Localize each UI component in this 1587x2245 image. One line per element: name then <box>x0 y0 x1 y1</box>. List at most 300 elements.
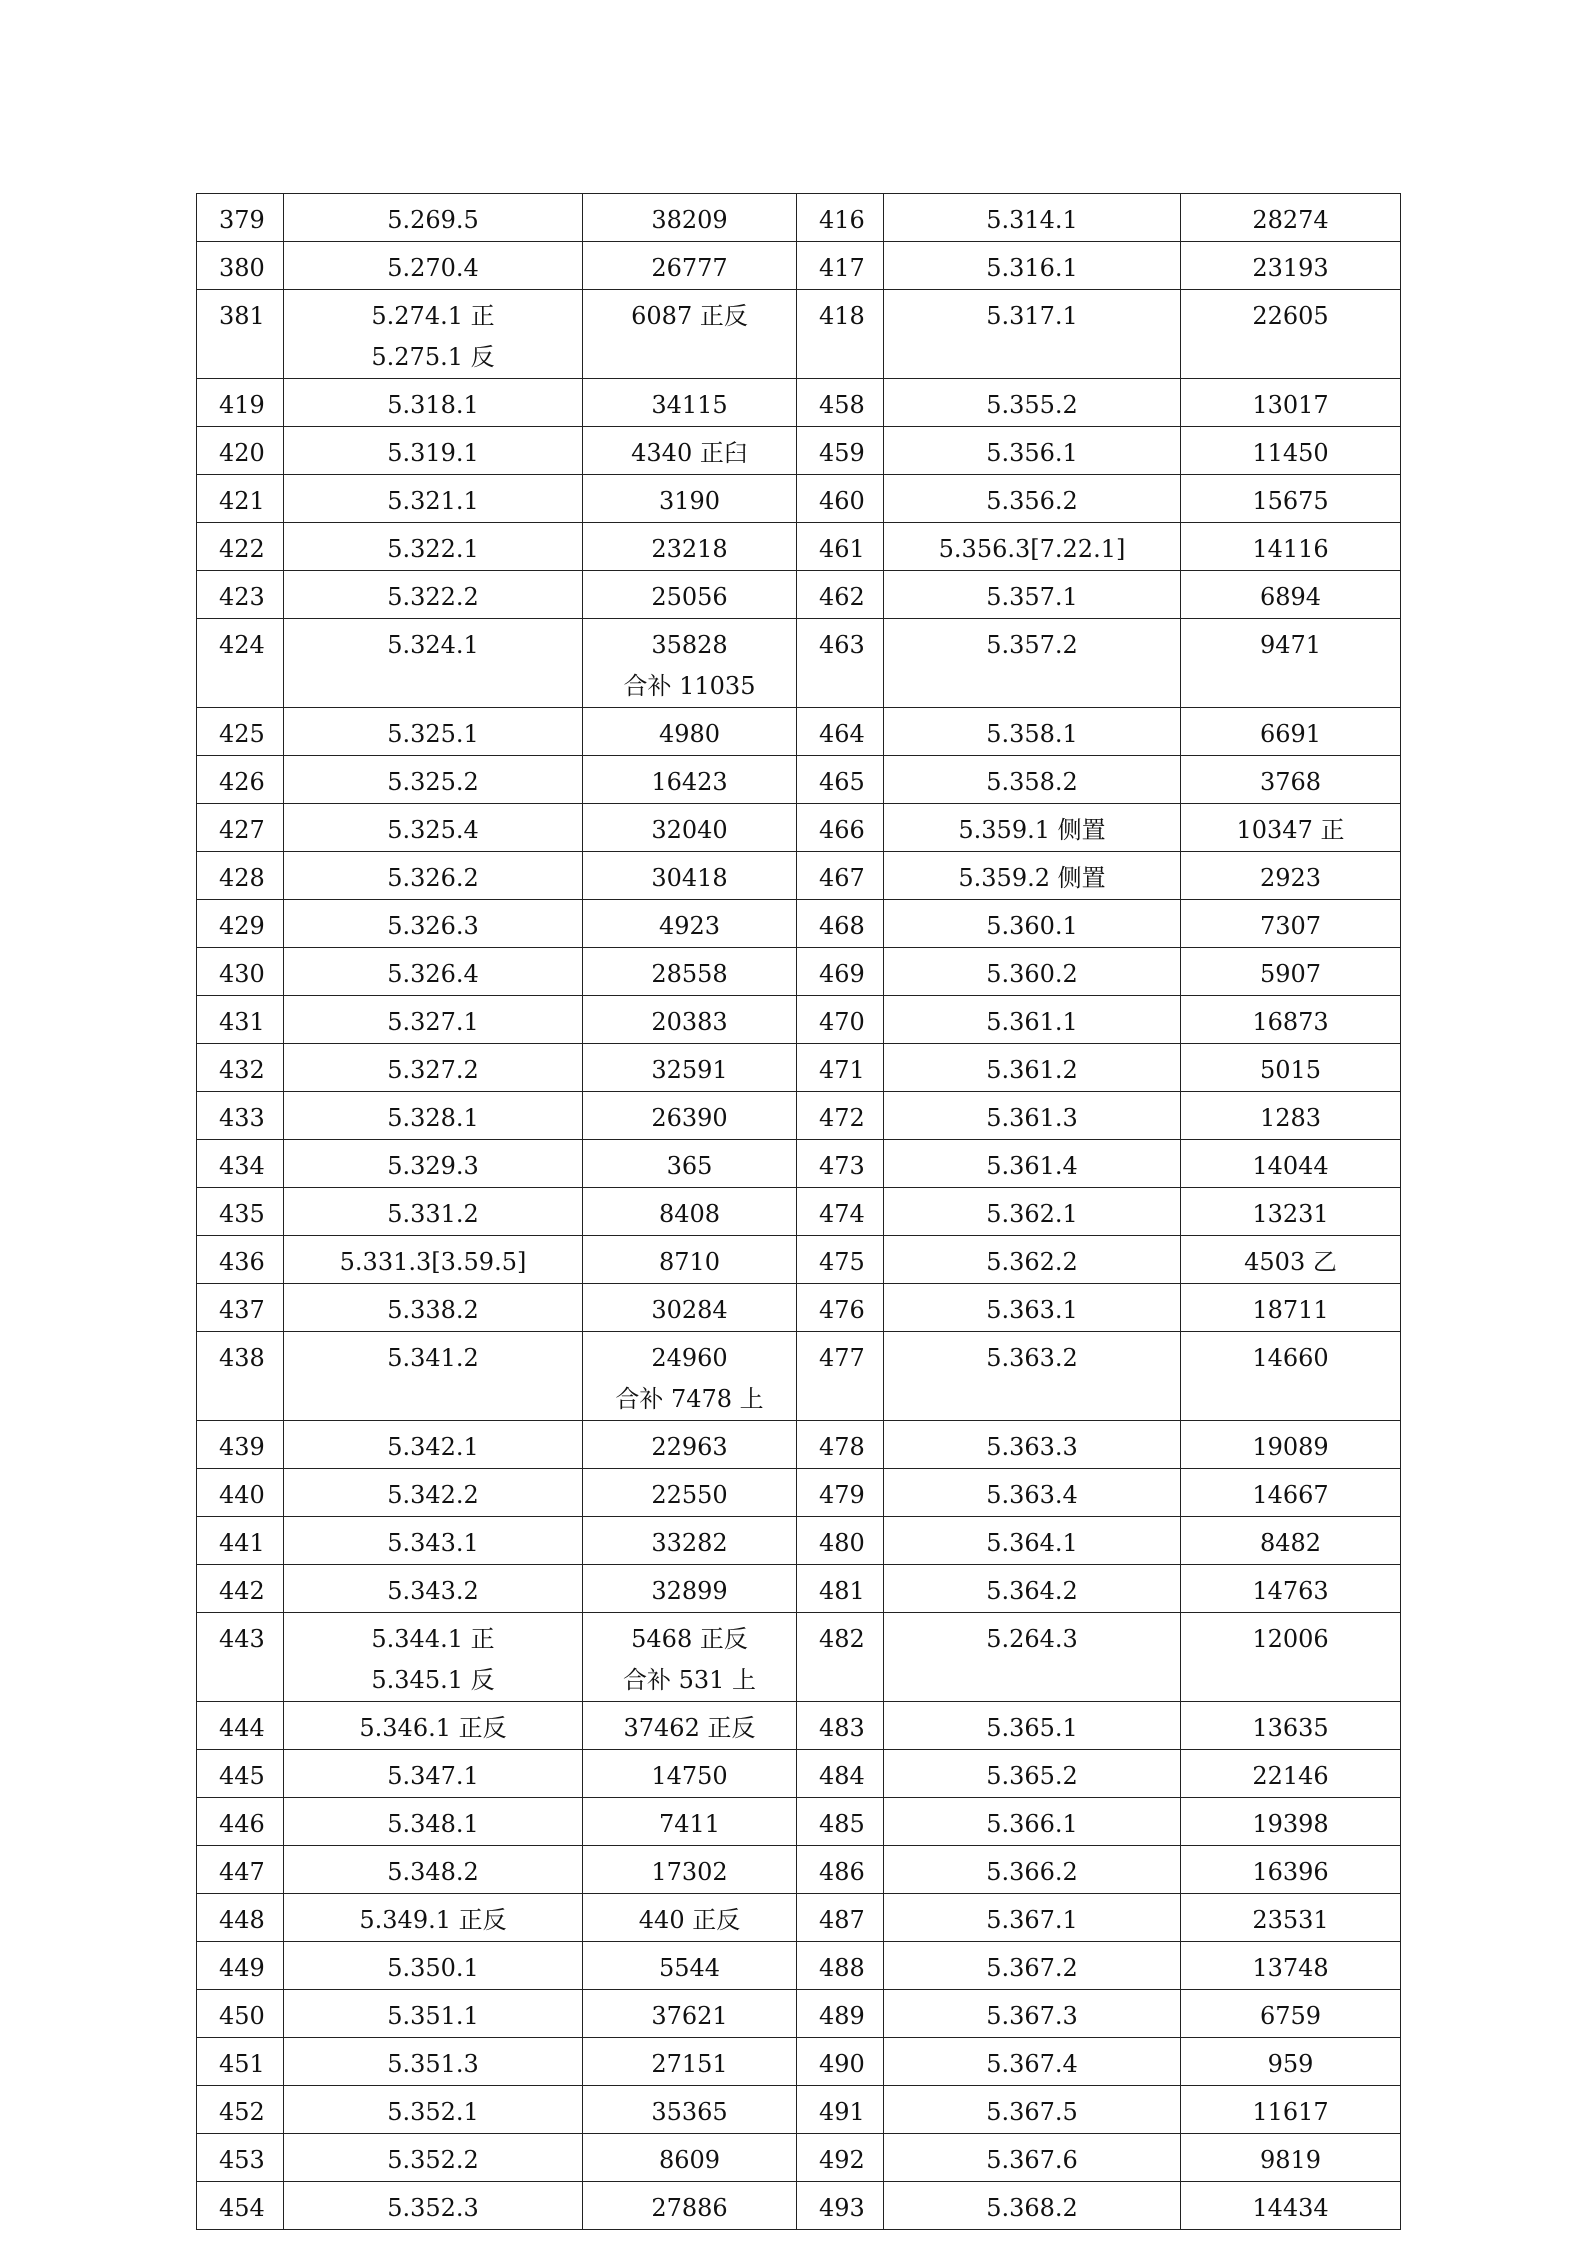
cell-text: 417 <box>819 254 865 282</box>
number-cell <box>1181 619 1401 708</box>
reference-cell <box>884 1469 1181 1517</box>
reference-cell <box>884 948 1181 996</box>
number-cell <box>583 1188 797 1236</box>
cell-text: 5.361.4 <box>986 1152 1078 1180</box>
cell-text: 30284 <box>651 1296 728 1324</box>
table-row <box>197 290 1401 379</box>
cell-text: 37621 <box>651 2002 728 2030</box>
cell-text: 32899 <box>651 1577 728 1605</box>
cell-text: 37462 正反 <box>623 1714 756 1742</box>
cell-text: 5.358.2 <box>986 768 1078 796</box>
index-cell <box>197 2086 284 2134</box>
cell-text: 5.346.1 正反 <box>359 1714 507 1742</box>
table-body <box>197 194 1401 2230</box>
cell-text: 20383 <box>651 1008 728 1036</box>
reference-cell <box>884 2038 1181 2086</box>
cell-text: 464 <box>819 720 865 748</box>
index-cell <box>797 1613 884 1702</box>
cell-text: 5.319.1 <box>387 439 479 467</box>
cell-text: 8609 <box>658 2146 721 2174</box>
reference-cell <box>284 1188 583 1236</box>
cell-text: 5.352.3 <box>387 2194 479 2222</box>
cell-text: 3768 <box>1259 768 1322 796</box>
cell-text: 450 <box>219 2002 265 2030</box>
index-cell <box>797 1846 884 1894</box>
index-cell <box>797 1517 884 1565</box>
table-row <box>197 1613 1401 1702</box>
cell-text: 24960 <box>651 1344 728 1372</box>
cell-text: 5.343.1 <box>387 1529 479 1557</box>
cell-text: 5.355.2 <box>986 391 1078 419</box>
index-cell <box>197 852 284 900</box>
cell-text: 379 <box>219 206 265 234</box>
number-cell <box>583 1332 797 1421</box>
cell-text: 461 <box>819 535 865 563</box>
cell-text: 440 正反 <box>638 1906 741 1934</box>
cell-text: 22146 <box>1252 1762 1329 1790</box>
number-cell <box>1181 756 1401 804</box>
reference-cell <box>284 1613 583 1702</box>
cell-text: 5.322.1 <box>387 535 479 563</box>
table-row <box>197 1332 1401 1421</box>
cell-text: 5.357.2 <box>986 631 1078 659</box>
cell-text: 5.348.2 <box>387 1858 479 1886</box>
table-row <box>197 1942 1401 1990</box>
reference-cell <box>284 1894 583 1942</box>
cell-text: 7411 <box>658 1810 721 1838</box>
cell-text: 5.365.2 <box>986 1762 1078 1790</box>
cell-text: 6691 <box>1259 720 1322 748</box>
index-cell <box>197 756 284 804</box>
index-cell <box>197 1565 284 1613</box>
cell-text: 5.351.3 <box>387 2050 479 2078</box>
cell-text: 5.358.1 <box>986 720 1078 748</box>
number-cell <box>583 996 797 1044</box>
cell-text: 472 <box>819 1104 865 1132</box>
number-cell <box>1181 1421 1401 1469</box>
cell-text: 478 <box>819 1433 865 1461</box>
cell-text: 1283 <box>1259 1104 1322 1132</box>
cell-text: 6087 正反 <box>631 302 748 330</box>
cell-text: 11450 <box>1252 439 1329 467</box>
cell-text: 5.264.3 <box>986 1625 1078 1653</box>
index-cell <box>197 1284 284 1332</box>
cell-text: 475 <box>819 1248 865 1276</box>
cell-text: 32040 <box>651 816 728 844</box>
index-cell <box>197 1894 284 1942</box>
reference-cell <box>284 804 583 852</box>
number-cell <box>583 852 797 900</box>
cell-text: 432 <box>219 1056 265 1084</box>
index-cell <box>197 2182 284 2230</box>
number-cell <box>1181 708 1401 756</box>
cell-text: 5.364.2 <box>986 1577 1078 1605</box>
cell-text: 8710 <box>658 1248 721 1276</box>
index-cell <box>197 1942 284 1990</box>
cell-text: 466 <box>819 816 865 844</box>
number-cell <box>1181 1332 1401 1421</box>
number-cell <box>583 1565 797 1613</box>
cell-text: 446 <box>219 1810 265 1838</box>
cell-text: 438 <box>219 1344 265 1372</box>
cell-text: 27886 <box>651 2194 728 2222</box>
index-cell <box>197 1421 284 1469</box>
reference-cell <box>884 1140 1181 1188</box>
reference-cell <box>884 194 1181 242</box>
cell-text: 477 <box>819 1344 865 1372</box>
cell-text: 35365 <box>651 2098 728 2126</box>
index-cell <box>197 1188 284 1236</box>
table-row <box>197 1469 1401 1517</box>
reference-cell <box>284 1942 583 1990</box>
index-cell <box>197 1702 284 1750</box>
cell-text: 5.314.1 <box>986 206 1078 234</box>
reference-cell <box>884 571 1181 619</box>
cell-text: 491 <box>819 2098 865 2126</box>
number-cell <box>1181 900 1401 948</box>
reference-cell <box>884 1284 1181 1332</box>
table-row <box>197 194 1401 242</box>
cell-text: 437 <box>219 1296 265 1324</box>
number-cell <box>1181 379 1401 427</box>
cell-text: 2923 <box>1259 864 1322 892</box>
number-cell <box>1181 1798 1401 1846</box>
table-row <box>197 996 1401 1044</box>
cell-text: 38209 <box>651 206 728 234</box>
reference-cell <box>884 1044 1181 1092</box>
number-cell <box>583 756 797 804</box>
index-cell <box>197 948 284 996</box>
reference-cell <box>884 1332 1181 1421</box>
cell-text: 485 <box>819 1810 865 1838</box>
cell-text: 5.321.1 <box>387 487 479 515</box>
reference-cell <box>884 1846 1181 1894</box>
table-row <box>197 1044 1401 1092</box>
table-row <box>197 242 1401 290</box>
index-cell <box>197 900 284 948</box>
reference-cell <box>884 708 1181 756</box>
number-cell <box>583 2134 797 2182</box>
catalog-table <box>196 193 1401 2230</box>
number-cell <box>583 1894 797 1942</box>
cell-text: 5.363.2 <box>986 1344 1078 1372</box>
reference-cell <box>884 996 1181 1044</box>
index-cell <box>797 194 884 242</box>
cell-text: 428 <box>219 864 265 892</box>
cell-text: 22963 <box>651 1433 728 1461</box>
cell-text: 9819 <box>1259 2146 1322 2174</box>
number-cell <box>583 194 797 242</box>
cell-text: 13017 <box>1252 391 1329 419</box>
cell-text: 462 <box>819 583 865 611</box>
cell-text: 12006 <box>1252 1625 1329 1653</box>
cell-text: 5.325.1 <box>387 720 479 748</box>
reference-cell <box>284 2086 583 2134</box>
cell-text: 13748 <box>1252 1954 1329 1982</box>
table-row <box>197 2182 1401 2230</box>
cell-text: 452 <box>219 2098 265 2126</box>
index-cell <box>797 1044 884 1092</box>
reference-cell <box>284 194 583 242</box>
reference-cell <box>284 1517 583 1565</box>
cell-text: 17302 <box>651 1858 728 1886</box>
index-cell <box>797 2086 884 2134</box>
cell-text: 3190 <box>658 487 721 515</box>
cell-text: 476 <box>819 1296 865 1324</box>
cell-text: 5.348.1 <box>387 1810 479 1838</box>
cell-text: 5.341.2 <box>387 1344 479 1372</box>
table-row <box>197 804 1401 852</box>
cell-text: 27151 <box>651 2050 728 2078</box>
table-row <box>197 1236 1401 1284</box>
cell-text: 14434 <box>1252 2194 1329 2222</box>
cell-text: 22550 <box>651 1481 728 1509</box>
reference-cell <box>284 290 583 379</box>
number-cell <box>1181 948 1401 996</box>
cell-text: 5.325.4 <box>387 816 479 844</box>
number-cell <box>1181 1894 1401 1942</box>
table-row <box>197 1188 1401 1236</box>
table-row <box>197 948 1401 996</box>
cell-text: 5.327.2 <box>387 1056 479 1084</box>
number-cell <box>583 1990 797 2038</box>
cell-text: 5.357.1 <box>986 583 1078 611</box>
number-cell <box>1181 1092 1401 1140</box>
cell-text: 959 <box>1267 2050 1314 2078</box>
cell-text: 443 <box>219 1625 265 1653</box>
number-cell <box>583 427 797 475</box>
reference-cell <box>884 1613 1181 1702</box>
index-cell <box>797 1421 884 1469</box>
number-cell <box>1181 571 1401 619</box>
cell-text: 5.331.2 <box>387 1200 479 1228</box>
number-cell <box>1181 1517 1401 1565</box>
index-cell <box>797 1284 884 1332</box>
table-row <box>197 900 1401 948</box>
cell-text: 430 <box>219 960 265 988</box>
number-cell <box>1181 242 1401 290</box>
cell-text: 5.325.2 <box>387 768 479 796</box>
number-cell <box>583 900 797 948</box>
cell-text: 5.359.2 侧置 <box>958 864 1106 892</box>
reference-cell <box>284 2134 583 2182</box>
reference-cell <box>884 475 1181 523</box>
reference-cell <box>284 1044 583 1092</box>
cell-text: 427 <box>219 816 265 844</box>
cell-text: 442 <box>219 1577 265 1605</box>
number-cell <box>1181 523 1401 571</box>
table-row <box>197 1140 1401 1188</box>
cell-text: 467 <box>819 864 865 892</box>
index-cell <box>197 1846 284 1894</box>
cell-text: 14667 <box>1252 1481 1329 1509</box>
cell-text: 22605 <box>1252 302 1329 330</box>
reference-cell <box>284 619 583 708</box>
index-cell <box>797 996 884 1044</box>
index-cell <box>797 708 884 756</box>
cell-text: 448 <box>219 1906 265 1934</box>
index-cell <box>797 756 884 804</box>
table-row <box>197 1750 1401 1798</box>
reference-cell <box>284 379 583 427</box>
number-cell <box>1181 2038 1401 2086</box>
index-cell <box>197 708 284 756</box>
table-row <box>197 427 1401 475</box>
number-cell <box>1181 1942 1401 1990</box>
index-cell <box>797 2038 884 2086</box>
cell-text: 489 <box>819 2002 865 2030</box>
reference-cell <box>284 475 583 523</box>
index-cell <box>797 1990 884 2038</box>
cell-text: 5.326.4 <box>387 960 479 988</box>
index-cell <box>197 1798 284 1846</box>
cell-text: 16873 <box>1252 1008 1329 1036</box>
cell-text: 5544 <box>658 1954 721 1982</box>
cell-text: 4980 <box>658 720 721 748</box>
reference-cell <box>284 756 583 804</box>
reference-cell <box>884 804 1181 852</box>
index-cell <box>197 1750 284 1798</box>
cell-text: 481 <box>819 1577 865 1605</box>
cell-text: 8408 <box>658 1200 721 1228</box>
table-row <box>197 1517 1401 1565</box>
number-cell <box>583 475 797 523</box>
number-cell <box>1181 996 1401 1044</box>
cell-text: 451 <box>219 2050 265 2078</box>
cell-text: 5.356.3[7.22.1] <box>938 535 1126 563</box>
number-cell <box>583 1236 797 1284</box>
number-cell <box>583 242 797 290</box>
cell-text: 5907 <box>1259 960 1322 988</box>
reference-cell <box>884 1236 1181 1284</box>
cell-text: 6759 <box>1259 2002 1322 2030</box>
cell-text: 23531 <box>1252 1906 1329 1934</box>
cell-text: 419 <box>219 391 265 419</box>
cell-text: 28558 <box>651 960 728 988</box>
cell-text: 5.345.1 反 <box>371 1666 495 1694</box>
reference-cell <box>284 1140 583 1188</box>
cell-text: 447 <box>219 1858 265 1886</box>
reference-cell <box>284 900 583 948</box>
table-row <box>197 756 1401 804</box>
index-cell <box>197 2038 284 2086</box>
index-cell <box>197 1236 284 1284</box>
cell-text: 441 <box>219 1529 265 1557</box>
cell-text: 5.328.1 <box>387 1104 479 1132</box>
cell-text: 5.329.3 <box>387 1152 479 1180</box>
cell-text: 458 <box>819 391 865 419</box>
cell-text: 合补 11035 <box>623 672 756 700</box>
reference-cell <box>884 1702 1181 1750</box>
cell-text: 5.349.1 正反 <box>359 1906 507 1934</box>
cell-text: 8482 <box>1259 1529 1322 1557</box>
cell-text: 5.362.1 <box>986 1200 1078 1228</box>
cell-text: 16423 <box>651 768 728 796</box>
number-cell <box>583 1613 797 1702</box>
cell-text: 5.344.1 正 <box>371 1625 495 1653</box>
number-cell <box>1181 1140 1401 1188</box>
cell-text: 420 <box>219 439 265 467</box>
index-cell <box>797 427 884 475</box>
number-cell <box>583 619 797 708</box>
table-row <box>197 1990 1401 2038</box>
number-cell <box>1181 1565 1401 1613</box>
index-cell <box>797 948 884 996</box>
cell-text: 487 <box>819 1906 865 1934</box>
reference-cell <box>884 1942 1181 1990</box>
number-cell <box>583 1942 797 1990</box>
index-cell <box>797 1750 884 1798</box>
reference-cell <box>284 1798 583 1846</box>
table-row <box>197 2086 1401 2134</box>
cell-text: 5.367.2 <box>986 1954 1078 1982</box>
reference-cell <box>284 852 583 900</box>
cell-text: 5.356.2 <box>986 487 1078 515</box>
cell-text: 32591 <box>651 1056 728 1084</box>
index-cell <box>797 1894 884 1942</box>
number-cell <box>583 1702 797 1750</box>
number-cell <box>1181 1702 1401 1750</box>
reference-cell <box>284 1332 583 1421</box>
cell-text: 482 <box>819 1625 865 1653</box>
index-cell <box>797 804 884 852</box>
cell-text: 421 <box>219 487 265 515</box>
cell-text: 7307 <box>1259 912 1322 940</box>
cell-text: 23218 <box>651 535 728 563</box>
table-row <box>197 852 1401 900</box>
reference-cell <box>884 1517 1181 1565</box>
cell-text: 5.361.2 <box>986 1056 1078 1084</box>
cell-text: 5.367.1 <box>986 1906 1078 1934</box>
number-cell <box>583 804 797 852</box>
cell-text: 460 <box>819 487 865 515</box>
index-cell <box>197 1332 284 1421</box>
cell-text: 449 <box>219 1954 265 1982</box>
reference-cell <box>884 1750 1181 1798</box>
index-cell <box>197 290 284 379</box>
number-cell <box>1181 804 1401 852</box>
table-row <box>197 1565 1401 1613</box>
number-cell <box>1181 427 1401 475</box>
cell-text: 488 <box>819 1954 865 1982</box>
cell-text: 6894 <box>1259 583 1322 611</box>
cell-text: 465 <box>819 768 865 796</box>
cell-text: 14763 <box>1252 1577 1329 1605</box>
cell-text: 13635 <box>1252 1714 1329 1742</box>
table-row <box>197 2134 1401 2182</box>
index-cell <box>197 1044 284 1092</box>
cell-text: 5.316.1 <box>986 254 1078 282</box>
reference-cell <box>284 1846 583 1894</box>
reference-cell <box>284 1702 583 1750</box>
reference-cell <box>884 523 1181 571</box>
number-cell <box>583 290 797 379</box>
number-cell <box>583 379 797 427</box>
cell-text: 471 <box>819 1056 865 1084</box>
number-cell <box>1181 1469 1401 1517</box>
cell-text: 5.359.1 侧置 <box>958 816 1106 844</box>
cell-text: 416 <box>819 206 865 234</box>
index-cell <box>197 571 284 619</box>
index-cell <box>797 1942 884 1990</box>
number-cell <box>583 523 797 571</box>
reference-cell <box>884 900 1181 948</box>
number-cell <box>1181 1236 1401 1284</box>
index-cell <box>797 619 884 708</box>
cell-text: 439 <box>219 1433 265 1461</box>
reference-cell <box>284 1236 583 1284</box>
number-cell <box>1181 1750 1401 1798</box>
